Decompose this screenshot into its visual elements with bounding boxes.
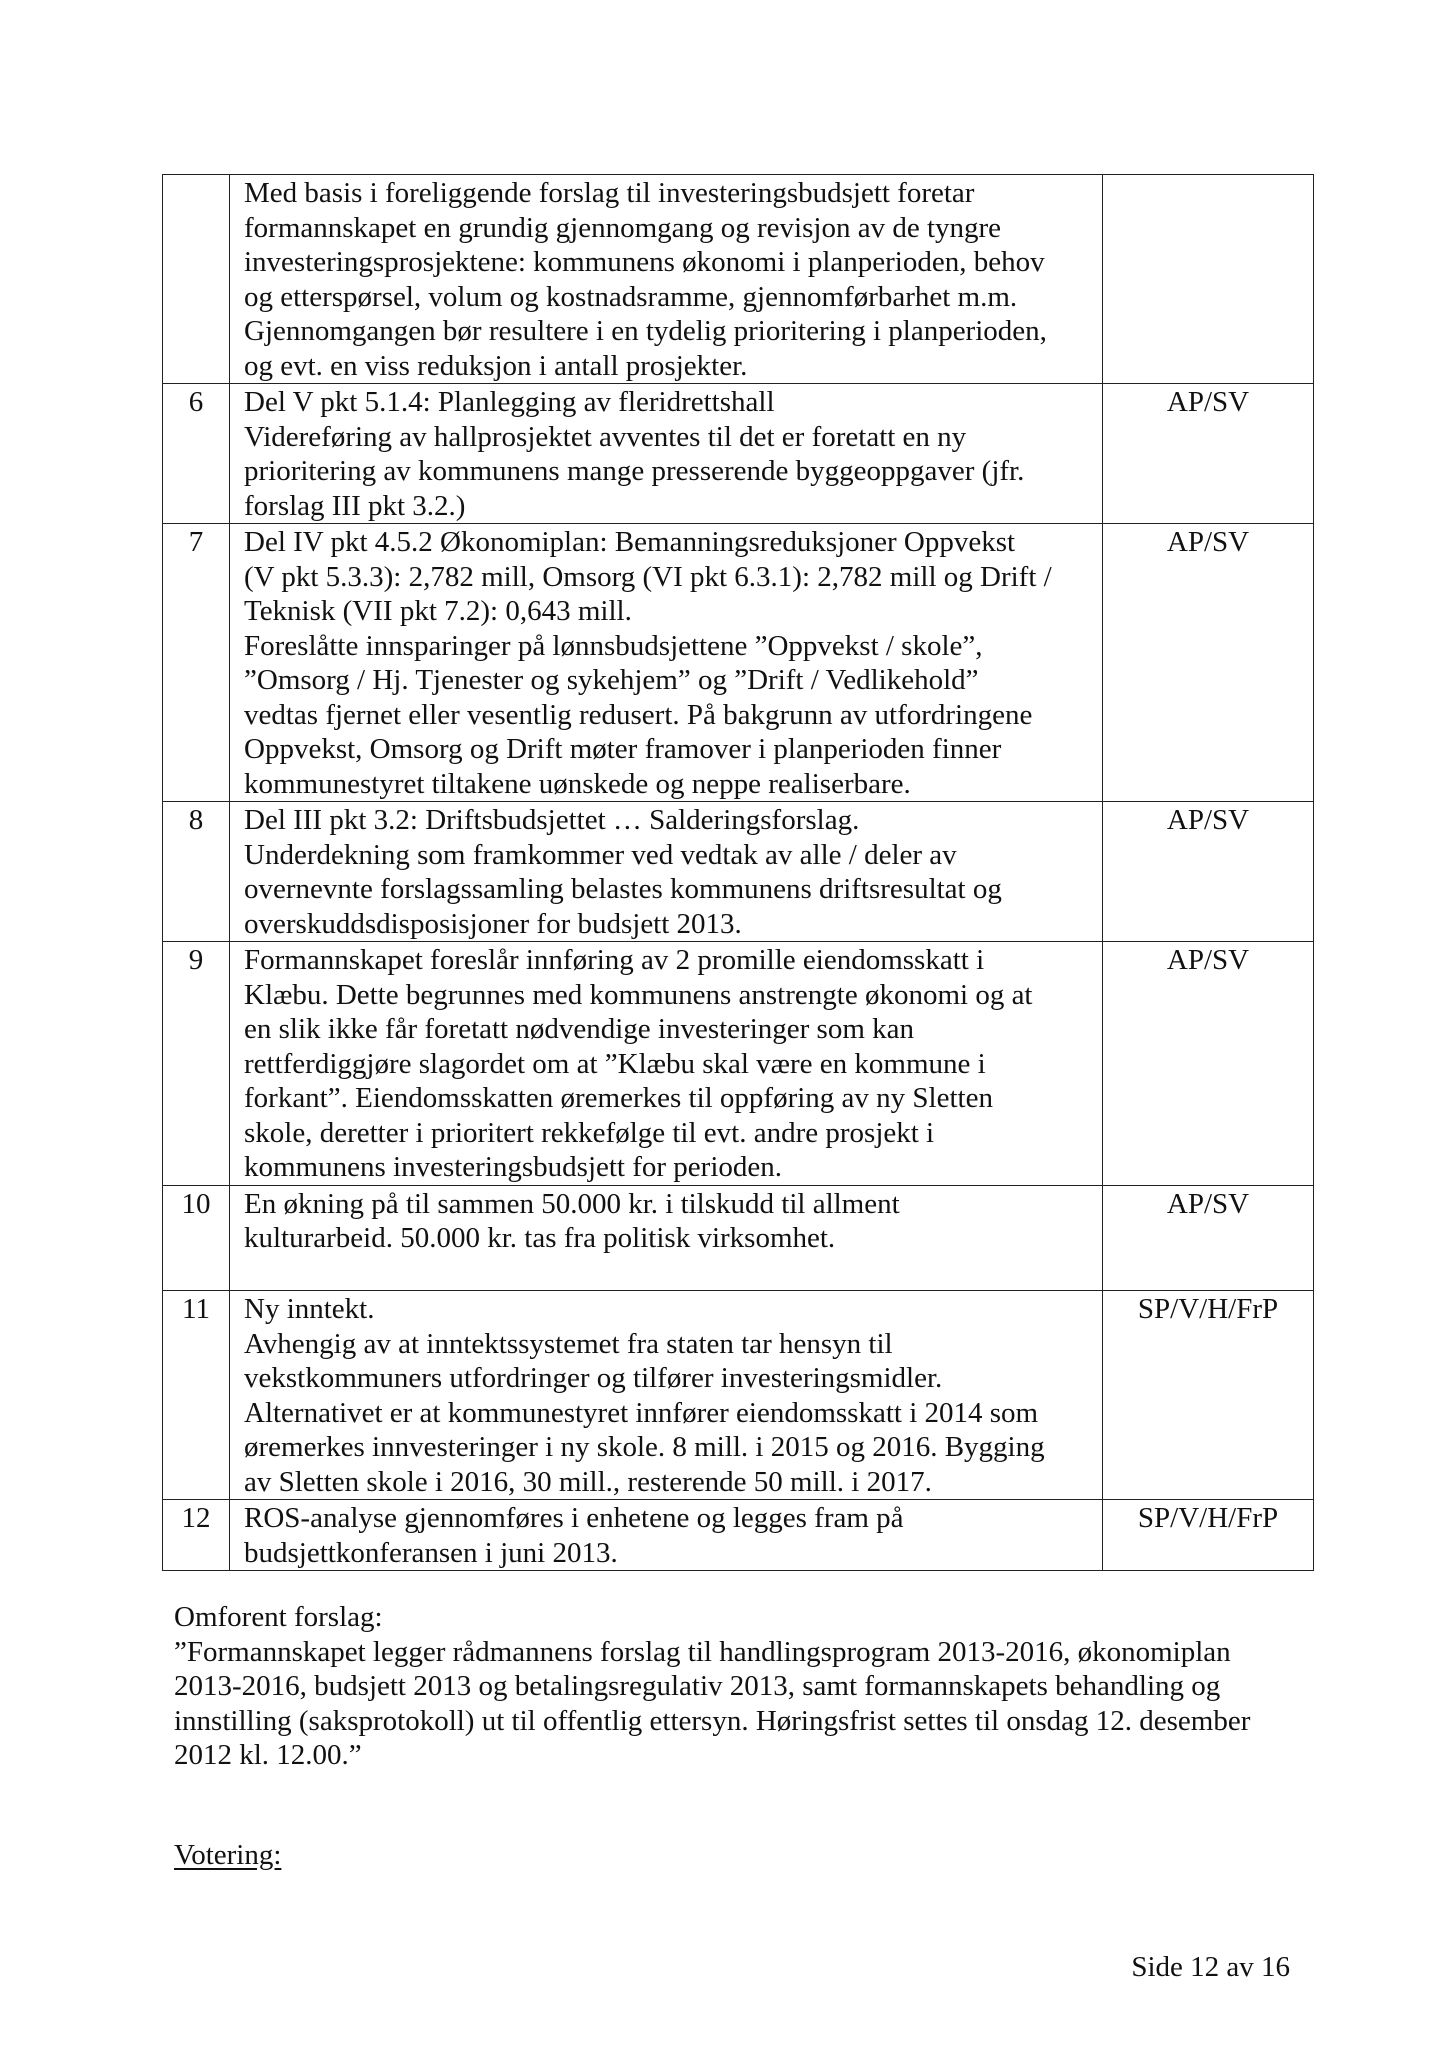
row-number: 9 — [163, 942, 230, 1186]
proposing-parties: AP/SV — [1103, 802, 1314, 942]
proposal-text-line: En økning på til sammen 50.000 kr. i tilskudd til allment — [244, 1187, 900, 1220]
proposal-text — [230, 175, 1103, 384]
table-row — [163, 524, 1314, 802]
table-row — [163, 1291, 1314, 1500]
voting-heading: Votering: — [174, 1839, 282, 1871]
proposal-text — [230, 1185, 1103, 1291]
row-number — [163, 175, 230, 384]
proposal-text-line: ROS-analyse gjennomføres i enhetene og legges fram på — [244, 1502, 904, 1534]
proposal-text-line — [244, 1256, 1096, 1291]
proposal-text-line: øremerkes innvesteringer i ny skole. 8 mill. i 2015 og 2016. Bygging — [244, 1431, 1045, 1463]
proposal-text — [230, 1291, 1103, 1500]
row-number: 7 — [163, 524, 230, 802]
proposal-text-line: investeringsprosjektene: kommunens økonomi i planperioden, behov — [244, 246, 1045, 278]
proposal-text-line: Foreslåtte innsparinger på lønnsbudsjettene ”Oppvekst / skole”, — [244, 629, 983, 662]
proposal-text — [230, 384, 1103, 524]
proposal-text-line: Oppvekst, Omsorg og Drift møter framover i planperioden finner — [244, 733, 1002, 765]
proposals-table — [162, 174, 1314, 1571]
agreed-proposal-line: 2013-2016, budsjett 2013 og betalingsregulativ 2013, samt formannskapets behandling og — [174, 1670, 1221, 1702]
proposal-text-line: (V pkt 5.3.3): 2,782 mill, Omsorg (VI pkt 6.3.1): 2,782 mill og Drift / — [244, 560, 1052, 593]
row-number: 6 — [163, 384, 230, 524]
proposal-text-line: og evt. en viss reduksjon i antall prosjekter. — [244, 349, 748, 382]
proposing-parties — [1103, 175, 1314, 384]
proposals-table-body — [163, 175, 1314, 1571]
proposal-text-line: Underdekning som framkommer ved vedtak av alle / deler av — [244, 838, 957, 871]
agreed-proposal-text — [174, 1635, 1304, 1773]
proposal-text — [230, 1500, 1103, 1571]
proposal-text-line: en slik ikke får foretatt nødvendige investeringer som kan — [244, 1013, 915, 1045]
proposal-text-line: prioritering av kommunens mange presserende byggeoppgaver (jfr. — [244, 455, 1025, 487]
proposal-text-line: kommunens investeringsbudsjett for perioden. — [244, 1151, 783, 1183]
row-number: 12 — [163, 1500, 230, 1571]
proposal-text — [230, 942, 1103, 1186]
table-row — [163, 1500, 1314, 1571]
table-row — [163, 802, 1314, 942]
proposal-text-line: kommunestyret tiltakene uønskede og neppe realiserbare. — [244, 767, 911, 800]
proposal-text-line: rettferdiggjøre slagordet om at ”Klæbu skal være en kommune i — [244, 1047, 986, 1080]
proposal-text-line: overnevnte forslagssamling belastes kommunens driftsresultat og — [244, 873, 1002, 905]
proposal-text-line: forslag III pkt 3.2.) — [244, 489, 466, 522]
proposal-text-line: forkant”. Eiendomsskatten øremerkes til oppføring av ny Sletten — [244, 1082, 993, 1114]
table-row — [163, 1185, 1314, 1291]
proposal-text-line: Avhengig av at inntektssystemet fra staten tar hensyn til — [244, 1327, 893, 1360]
row-number: 10 — [163, 1185, 230, 1291]
proposal-text-line: formannskapet en grundig gjennomgang og revisjon av de tyngre — [244, 211, 1002, 244]
proposal-text-line: Gjennomgangen bør resultere i en tydelig prioritering i planperioden, — [244, 315, 1047, 347]
proposal-text-line: overskuddsdisposisjoner for budsjett 2013. — [244, 907, 742, 940]
proposal-text-line: skole, deretter i prioritert rekkefølge til evt. andre prosjekt i — [244, 1116, 935, 1149]
proposal-text-line: Del III pkt 3.2: Driftsbudsjettet … Salderingsforslag. — [244, 804, 860, 836]
proposal-text-line: av Sletten skole i 2016, 30 mill., resterende 50 mill. i 2017. — [244, 1465, 932, 1498]
table-row — [163, 175, 1314, 384]
proposal-text-line: ”Omsorg / Hj. Tjenester og sykehjem” og ”Drift / Vedlikehold” — [244, 664, 979, 696]
proposal-text-line: Del IV pkt 4.5.2 Økonomiplan: Bemanningsreduksjoner Oppvekst — [244, 526, 1016, 558]
proposal-text-line: Alternativet er at kommunestyret innfører eiendomsskatt i 2014 som — [244, 1396, 1039, 1429]
proposing-parties: SP/V/H/FrP — [1103, 1291, 1314, 1500]
agreed-proposal-heading: Omforent forslag: — [174, 1601, 383, 1633]
proposing-parties: AP/SV — [1103, 1185, 1314, 1291]
proposal-text-line: vekstkommuners utfordringer og tilfører investeringsmidler. — [244, 1362, 943, 1394]
agreed-proposal-line: innstilling (saksprotokoll) ut til offentlig ettersyn. Høringsfrist settes til onsdag 12. desember — [174, 1704, 1251, 1737]
proposing-parties: SP/V/H/FrP — [1103, 1500, 1314, 1571]
proposing-parties: AP/SV — [1103, 524, 1314, 802]
row-number: 11 — [163, 1291, 230, 1500]
proposal-text — [230, 524, 1103, 802]
proposal-text-line: kulturarbeid. 50.000 kr. tas fra politisk virksomhet. — [244, 1222, 836, 1254]
row-number: 8 — [163, 802, 230, 942]
proposal-text-line: vedtas fjernet eller vesentlig redusert. På bakgrunn av utfordringene — [244, 698, 1033, 731]
proposal-text-line: og etterspørsel, volum og kostnadsramme, gjennomførbarhet m.m. — [244, 280, 1018, 313]
proposal-text-line: Klæbu. Dette begrunnes med kommunens anstrengte økonomi og at — [244, 978, 1033, 1011]
proposal-text-line: Formannskapet foreslår innføring av 2 promille eiendomsskatt i — [244, 944, 985, 976]
agreed-proposal-section — [174, 1600, 1304, 1773]
proposing-parties: AP/SV — [1103, 942, 1314, 1186]
proposal-text — [230, 802, 1103, 942]
proposal-text-line: Videreføring av hallprosjektet avventes til det er foretatt en ny — [244, 420, 967, 453]
proposal-text-line: Ny inntekt. — [244, 1293, 375, 1325]
page-number: Side 12 av 16 — [1131, 1951, 1290, 1983]
agreed-proposal-line: ”Formannskapet legger rådmannens forslag til handlingsprogram 2013-2016, økonomiplan — [174, 1635, 1231, 1668]
table-row — [163, 942, 1314, 1186]
proposal-text-line: budsjettkonferansen i juni 2013. — [244, 1536, 618, 1569]
proposal-text-line: Med basis i foreliggende forslag til investeringsbudsjett foretar — [244, 177, 975, 209]
proposal-text-line: Del V pkt 5.1.4: Planlegging av fleridrettshall — [244, 386, 775, 418]
agreed-proposal-line: 2012 kl. 12.00.” — [174, 1739, 362, 1771]
proposing-parties: AP/SV — [1103, 384, 1314, 524]
table-row — [163, 384, 1314, 524]
proposal-text-line: Teknisk (VII pkt 7.2): 0,643 mill. — [244, 595, 632, 627]
